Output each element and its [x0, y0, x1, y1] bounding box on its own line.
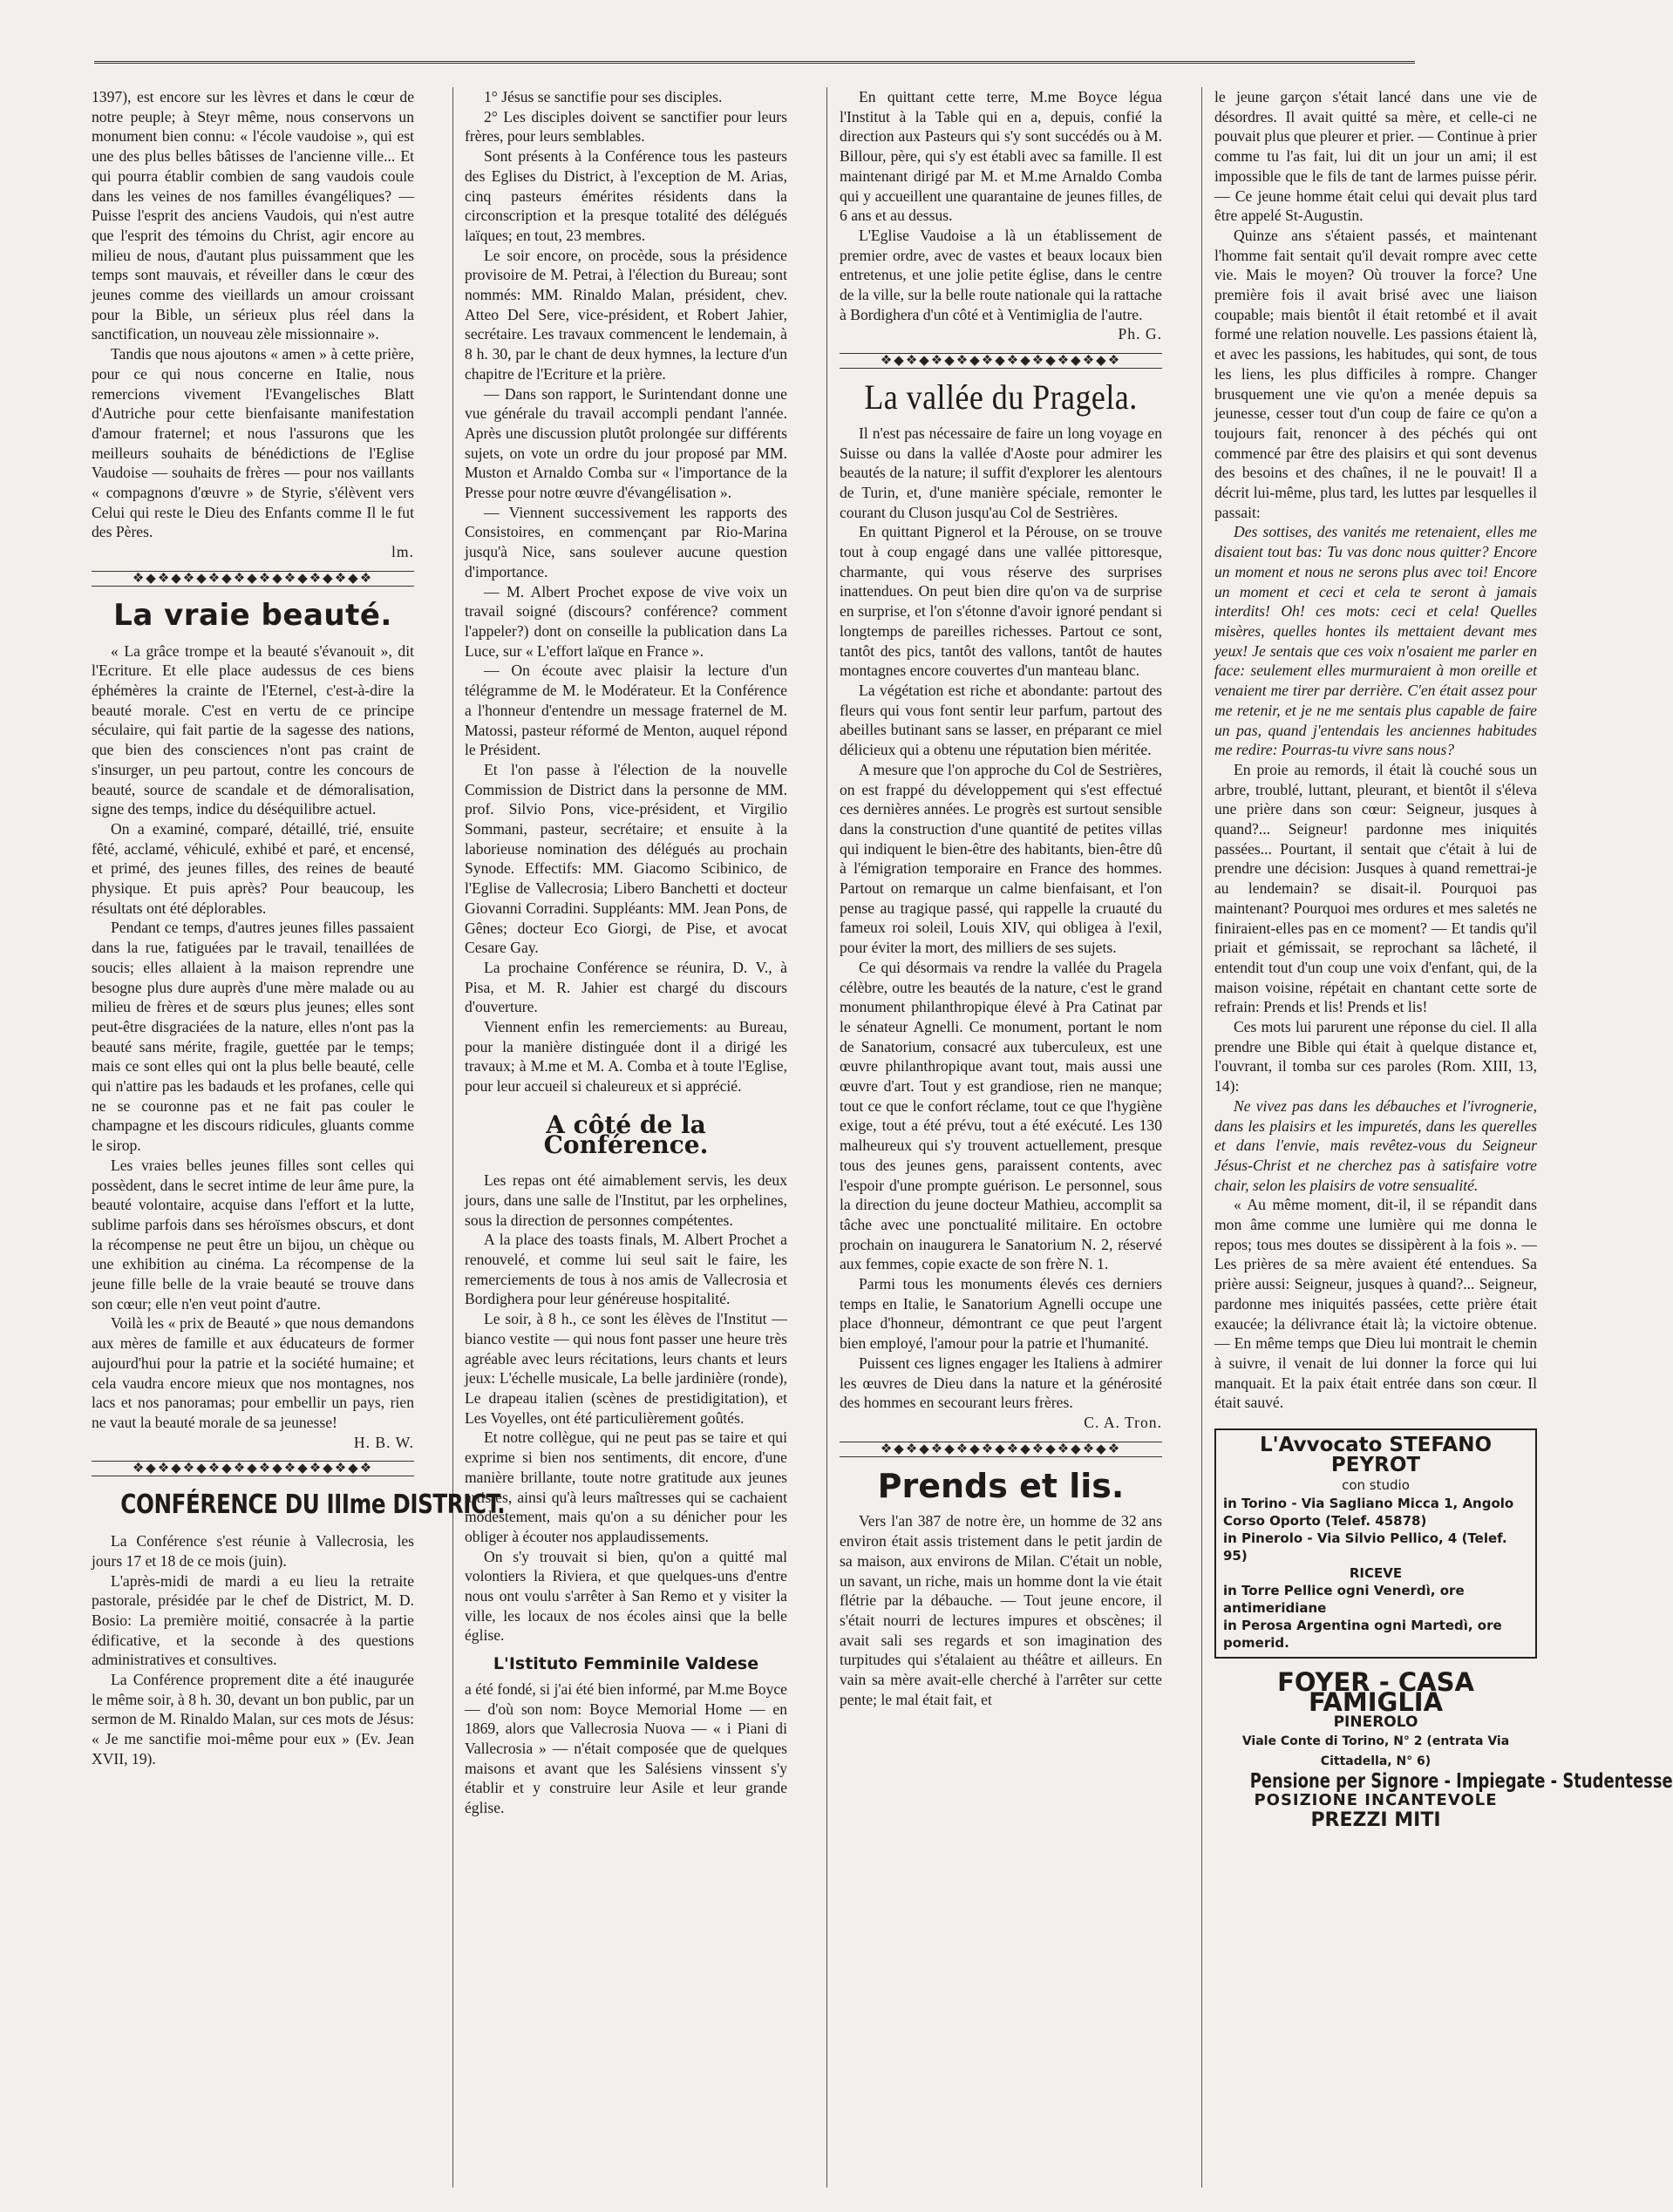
article-paragraph: Le soir, à 8 h., ce sont les élèves de l'Institut — bianco vestite — qui nous font passer une heure très agréable avec leurs récitations, leurs chants et leurs jeux: L'échelle musicale, La belle jardinière (ronde), Le drapeau italien (scènes de prestidigitation), et Les Voyelles, ont été particulièrement goûtés.: [465, 1310, 787, 1427]
article-paragraph: A mesure que l'on approche du Col de Sestrières, on est frappé du développement qui s'est effectué ces dernières années. Le progrès est surtout sensible dans la construction d'une quantité de petites villas qui indiquent le bien-être des habitants, bien-être dû à l'émigration temporaire en France des hommes. Partout on remarque un calme bienfaisant, et l'on pense au tragique passé, qui rappelle la cruauté du fameux roi soleil, Louis XIV, qui obligea à l'exil, pour éviter la mort, des milliers de ses sujets.: [840, 760, 1162, 957]
quotation-paragraph: Des sottises, des vanités me retenaient, elles me disaient tout bas: Tu vas donc nous quitter? Encore un moment et nous ne serons plus avec toi! Encore un moment et ceci et cela te seront à jamais interdits! Oh! ces mots: ceci et cela! Quelles misères, quelles hontes ils mettaient devant mes yeux! Je sentais que ces voix n'osaient me parler en face: seulement elles murmuraient à mon oreille et venaient me tirer par derrière. C'en était assez pour me retenir, et je ne me sentais plus capable de faire un pas, quand j'entendais les anciennes habitudes me redire: Pourras-tu vivre sans nous?: [1214, 523, 1537, 759]
article-paragraph: La Conférence proprement dite a été inaugurée le même soir, à 8 h. 30, devant un bon public, par un sermon de M. Rinaldo Malan, sur ces mots de Jésus: « Je me sanctifie moi-même pour eux » (Ev. Jean XVII, 19).: [92, 1671, 414, 1768]
article-title: CONFÉRENCE DU IIIme DISTRICT.: [120, 1489, 506, 1521]
advertisement-foyer: [1214, 1667, 1673, 1832]
article-title: Prends et lis.: [877, 1466, 1125, 1505]
ad-line: in Perosa Argentina ogni Martedì, ore pomerid.: [1223, 1618, 1502, 1652]
article-paragraph: « La grâce trompe et la beauté s'évanouit », dit l'Ecriture. Et elle place audessus de ces biens éphémères la crainte de l'Eternel, c'est-à-dire la beauté morale. C'est en vertu de ce principe séculaire, qui fait partie de la sagesse des nations, que bien des consciences n'ont pas craint de s'insurger, un peu partout, contre les concours de beauté, source de scandale et de démoralisation, signe des temps, indice du déséquilibre actuel.: [92, 641, 414, 818]
advertisement-peyrot: [1214, 1428, 1537, 1659]
article-paragraph: On s'y trouvait si bien, qu'on a quitté mal volontiers la Riviera, et que quelques-uns d'entre nous ont voulu s'arrêter à San Remo et y visiter la ville, les locaux de nos écoles ainsi que la belle église.: [465, 1547, 787, 1645]
article-paragraph: — Dans son rapport, le Surintendant donne une vue générale du travail accompli pendant l'année. Après une discussion plutôt prolongée sur différents sujets, on vote un ordre du jour proposé par MM. Muston et Arnaldo Comba sur « l'importance de la Presse pour notre œuvre d'évangélisation ».: [465, 384, 787, 502]
article-paragraph: La végétation est riche et abondante: partout des fleurs qui vous font sentir leur parfum, partout des abeilles butinant sans se lasser, en préparant ce miel délicieux qui a obtenu une réputation bien méritée.: [840, 681, 1162, 759]
article-paragraph: Ce qui désormais va rendre la vallée du Pragela célèbre, outre les beautés de la nature, c'est le grand monument philanthropique élevé à Pra Catinat par le sénateur Agnelli. Ce monument, portant le nom de Sanatorium, consacré aux tuberculeux, est une œuvre philanthropique avant tout, mais aussi une œuvre d'art. Tout y est grandiose, rien ne manque; tout ce que le confort réclame, tout ce que l'hygiène exige, tout a été prévu, tout a été exécuté. Les 130 malheureux qui s'y trouvent actuellement, presque tous des jeunes gens, paraissent contents, avec l'espoir d'une prompte guérison. Le personnel, sous la direction du jeune docteur Mathieu, accomplit sa tâche avec une ponctualité militaire. En octobre prochain on inaugurera le Sanatorium N. 2, réservé aux femmes, copie exacte de son frère N. 1.: [840, 958, 1162, 1273]
article-paragraph: 1° Jésus se sanctifie pour ses disciples.: [484, 88, 723, 105]
column-4: [1214, 87, 1673, 2188]
article-paragraph: — On écoute avec plaisir la lecture d'un télégramme de M. le Modérateur. Et la Conférence a l'honneur d'entendre un message fraternel de M. Matossi, pasteur réformé de Menton, auquel répond le Président.: [465, 662, 787, 759]
ad-address: Viale Conte di Torino, N° 2 (entrata Via Cittadella, N° 6): [1241, 1734, 1510, 1769]
ad-subtitle: con studio: [1342, 1476, 1410, 1493]
scripture-quote: Ne vivez pas dans les débauches et l'ivrognerie, dans les plaisirs et les impuretés, dans les querelles et dans l'envie, mais revêtez-vous du Seigneur Jésus-Christ et ne cherchez pas à satisfaire votre chair, selon les plaisirs de votre sensualité.: [1214, 1096, 1537, 1194]
ornamental-divider: ❖◆❖◆❖◆❖◆❖◆❖◆❖◆❖◆❖◆❖: [840, 1442, 1162, 1457]
column-3: [840, 87, 1162, 2188]
ad-line: in Pinerolo - Via Silvio Pellico, 4 (Telef. 95): [1223, 1530, 1507, 1564]
article-paragraph: Ces mots lui parurent une réponse du ciel. Il alla prendre une Bible qui était à quelque distance et, l'ouvrant, il tomba sur ces paroles (Rom. XIII, 13, 14):: [1214, 1018, 1537, 1096]
ad-line: RICEVE: [1349, 1565, 1403, 1582]
article-paragraph: a été fondé, si j'ai été bien informé, par M.me Boyce — d'où son nom: Boyce Memorial Home — en 1869, alors que Vallecrosia Nuova — « i Piani di Vallecrosia » — n'était composée que de quelques maisons et avant que les Salésiens vinssent s'y établir et y construire leur Asile et leur grande église.: [465, 1679, 787, 1817]
ornamental-divider: ❖◆❖◆❖◆❖◆❖◆❖◆❖◆❖◆❖◆❖: [92, 571, 414, 587]
article-paragraph: 1397), est encore sur les lèvres et dans le cœur de notre peuple; à Steyr même, nous conservons un monument bien connu: « l'école vaudoise », qui est une des plus belles bâtisses de l'ancienne ville... Et qui pourra établir combien de sang vaudois coule dans les veines de nos familles évangéliques? — Puisse l'esprit des anciens Vaudois, qui n'est autre que l'esprit des témoins du Christ, agir encore au milieu de nous, d'autant plus puissamment que les temps sont mauvais, et réveiller dans le cœur des jeunes comme des vieillards un amour croissant pour la Bible, un sérieux plus réel dans la sanctification, un nouveau zèle missionnaire ».: [92, 88, 414, 343]
article-paragraph: Pendant ce temps, d'autres jeunes filles passaient dans la rue, fatiguées par le travail, tenaillées de soucis; elles allaient à la maison reprendre une besogne plus dure auprès d'une mère malade ou au milieu de frères et de sœurs plus jeunes; elles sont peut-être disgraciées de la nature, elles n'ont pas la beauté sans mérite, fragile, guettée par le temps; mais ce sont elles qui ont la plus belle beauté, celle qui n'attire pas les badauds et les profanes, celle qui ne se couronne pas et ne fait pas couler le champagne et les discours ridicules, gluants comme le sirop.: [92, 919, 414, 1155]
newspaper-columns: [92, 87, 1673, 2196]
article-paragraph: Et l'on passe à l'élection de la nouvelle Commission de District dans la personne de MM. prof. Silvio Pons, vice-président, et Virgilio Sommani, pasteur, secrétaire; et ensuite à la laborieuse nomination des délégués au prochain Synode. Effectifs: MM. Giacomo Scibinico, de l'Eglise de Vallecrosia; Libero Banchetti et docteur Giovanni Corradini. Suppléants: MM. Jean Pons, de Gênes; docteur Eco Giorgi, de Pise, et avocat Cesare Gay.: [465, 760, 787, 957]
ad-city: PINEROLO: [1333, 1713, 1418, 1731]
ad-line: in Torre Pellice ogni Venerdì, ore antimeridiane: [1223, 1583, 1465, 1617]
article-paragraph: Sont présents à la Conférence tous les pasteurs des Eglises du District, à l'exception de M. Arias, cinq pasteurs émérites résidents dans la circonscription et la presque totalité des délégués laïques; en tout, 23 membres.: [465, 147, 787, 244]
article-signature: Ph. G.: [1118, 325, 1162, 343]
article-paragraph: La Conférence s'est réunie à Vallecrosia, les jours 17 et 18 de ce mois (juin).: [92, 1532, 414, 1570]
article-paragraph: — M. Albert Prochet expose de vive voix un travail soigné (discours? conférence? comment l'appeler?) dont on conseille la publication dans La Luce, sur « L'effort laïque en France ».: [465, 582, 787, 660]
article-paragraph: Vers l'an 387 de notre ère, un homme de 32 ans environ était assis tristement dans le petit jardin de sa maison, aux environs de Milan. C'était un noble, un savant, un riche, mais un homme dont la vie était flétrie par la débauche. — Tout jeune encore, il s'était nourri de lectures impures et obscènes; il avait sali ses regards et son imagination des turpitudes qui s'étalaient au théâtre et ailleurs. En vain sa mère avait-elle cherché à l'arrêter sur cette pente; le mal était fait, et: [840, 1512, 1162, 1708]
article-paragraph: Les repas ont été aimablement servis, les deux jours, dans une salle de l'Institut, par les orphelines, sous la direction de personnes compétentes.: [465, 1171, 787, 1229]
article-paragraph: En proie au remords, il était là couché sous un arbre, troublé, luttant, pleurant, et bientôt il s'éleva une prière dans son cœur: Seigneur, jusques à quand?... Seigneur! pardonne mes iniquités passées... Pourtant, il sentait que c'était à lui de prendre une décision: Jusques à quand remettrai-je au lendemain? se disait-il. Pourquoi pas maintenant? Pourquoi mes ordures et mes saletés ne finiraient-elles pas en ce moment? — Et tandis qu'il priait et gémissait, se reprochant sa lâcheté, il entendit tout d'un coup une voix d'enfant, qui, de la maison voisine, répétait en chantant cette sorte de refrain: Prends et lis! Prends et lis!: [1214, 760, 1537, 1016]
article-paragraph: Quinze ans s'étaient passés, et maintenant l'homme fait sentait qu'il devait rompre avec cette vie. Mais le moyen? Où trouver la force? Une première fois il avait brisé avec une liaison coupable; mais bientôt il était retombé et il avait formé une relation nouvelle. Les passions étaient là, et avec les passions, les habitudes, qui sont, de tous les liens, les plus difficiles à rompre. Changer brusquement une vie qu'on a menée depuis sa jeunesse, cesser tout d'un coup de faire ce qu'on a toujours fait, renoncer à des péchés qui ont commencé par être des plaisirs et qui sont devenus des besoins et des chaînes, il ne le pouvait! Il a décrit lui-même, plus tard, les luttes par lesquelles il passait:: [1214, 226, 1537, 521]
article-title: La vallée du Pragela.: [864, 377, 1138, 417]
top-rule: [94, 61, 1415, 64]
article-paragraph: Et notre collègue, qui ne peut pas se taire et qui exprime si bien nos sentiments, dit encore, d'une manière brillante, toute notre gratitude aux jeunes artistes, ainsi qu'à leurs maîtresses qui se cachaient modestement, mais qu'on a su dénicher pour les obliger à écouter nos applaudissements.: [465, 1428, 787, 1545]
article-paragraph: Il n'est pas nécessaire de faire un long voyage en Suisse ou dans la vallée d'Aoste pour admirer les beautés de la nature; il suffit d'explorer les alentours de Turin, et, d'une manière spéciale, remonter le courant du Cluson jusqu'au Col de Sestrières.: [840, 424, 1162, 521]
article-paragraph: Voilà les « prix de Beauté » que nous demandons aux mères de famille et aux éducateurs de former aujourd'hui pour la patrie et la société humaine; et cela vaudra encore mieux que nos montagnes, nos lacs et nos panoramas; pour embellir un pays, rien ne vaut la beauté morale de sa jeunesse!: [92, 1314, 414, 1431]
article-paragraph: — Viennent successivement les rapports des Consistoires, en commençant par Rio-Marina jusqu'à Nice, sans soulever aucune question d'importance.: [465, 503, 787, 580]
section-subtitle: L'Istituto Femminile Valdese: [493, 1654, 759, 1674]
article-paragraph: Tandis que nous ajoutons « amen » à cette prière, pour ce qui nous concerne en Italie, nous remercions vivement l'Evangelisches Blatt d'Autriche pour cette bienfaisante manifestation d'amour fraternel; et nous l'assurons que les meilleurs souhaits de bénédictions de l'Eglise Vaudoise — souhaits de frères — pour nos vaillants « compagnons d'œuvre » de Styrie, s'élèvent vers Celui qui reste le Dieu des Enfants comme Il le fut des Pères.: [92, 345, 414, 541]
article-paragraph: Les vraies belles jeunes filles sont celles qui possèdent, dans le secret intime de leur âme pure, la beauté volontaire, acquise dans l'effort et la lutte, sublime parfois dans ses héroïsmes obscurs, et dont la récompense ne peut être un bijou, un chèque ou une exhibition au cinéma. La récompense de la jeune fille belle de la vraie beauté se trouve dans son cœur; elle n'en veut point d'autre.: [92, 1156, 414, 1313]
article-paragraph: On a examiné, comparé, détaillé, trié, ensuite fêté, acclamé, véhiculé, exhibé et paré, et encensé, et primé, des jeunes filles, des reines de beauté physique. Et puis après? Pour beaucoup, les résultats ont été déplorables.: [92, 819, 414, 917]
ad-position: POSIZIONE INCANTEVOLE: [1254, 1791, 1498, 1810]
article-paragraph: L'Eglise Vaudoise a là un établissement de premier ordre, avec de vastes et beaux locaux bien entretenus, et une jolie petite église, dans le centre de la ville, sur la belle route nationale qui la rattache à Bordighera d'un côté et à Ventimiglia de l'autre.: [840, 226, 1162, 323]
ornamental-divider: ❖◆❖◆❖◆❖◆❖◆❖◆❖◆❖◆❖◆❖: [840, 353, 1162, 369]
article-paragraph: En quittant Pignerol et la Pérouse, on se trouve tout à coup engagé dans une vallée pittoresque, charmante, qui vous réserve des surprises inattendues. On peut bien dire qu'on va de surprise en surprise, et l'on s'étonne d'avoir ignoré pendant si longtemps de pareilles richesses. Partout ce sont, tantôt des pics, tantôt des vallons, tantôt de hautes montagnes encore couvertes d'un manteau blanc.: [840, 523, 1162, 680]
column-1: [92, 87, 506, 2188]
article-paragraph: Puissent ces lignes engager les Italiens à admirer les œuvres de Dieu dans la nature et la générosité des hommes en secourant leurs frères.: [840, 1354, 1162, 1412]
article-signature: H. B. W.: [353, 1433, 414, 1451]
article-paragraph: La prochaine Conférence se réunira, D. V., à Pisa, et M. R. Jahier est chargé du discours d'ouverture.: [465, 958, 787, 1016]
article-paragraph: Le soir encore, on procède, sous la présidence provisoire de M. Petrai, à l'élection du Bureau; sont nommés: MM. Rinaldo Malan, président, chev. Atteo Del Sere, vice-président, et Robert Jahier, secrétaire. Les travaux commencent le lendemain, à 8 h. 30, par le chant de deux hymnes, la lecture d'un chapitre de l'Ecriture et la prière.: [465, 246, 787, 383]
article-signature: C. A. Tron.: [1084, 1414, 1162, 1431]
article-title: A côté de la Conférence.: [543, 1109, 709, 1159]
ornamental-divider: ❖◆❖◆❖◆❖◆❖◆❖◆❖◆❖◆❖◆❖: [92, 1461, 414, 1476]
article-paragraph: Viennent enfin les remerciements: au Bureau, pour la manière distinguée dont il a dirigé les travaux; à M.me et M. A. Comba et à toute l'Eglise, pour leur accueil si chaleureux et si apprécié.: [465, 1018, 787, 1096]
article-paragraph: le jeune garçon s'était lancé dans une vie de désordres. Il avait quitté sa mère, et celle-ci ne pouvait plus que pleurer et prier. — Continue à prier comme tu l'as fait, lui dit un jour un ami; il est impossible que le fils de tant de larmes puisse périr. — Ce jeune homme était celui qui devait plus tard être appelé St-Augustin.: [1214, 88, 1537, 225]
ad-title: FOYER - CASA FAMIGLIA: [1277, 1667, 1474, 1717]
ad-pension: Pensione per Signore - Impiegate - Studentesse: [1249, 1769, 1673, 1793]
article-signature: lm.: [391, 543, 414, 561]
ad-line: in Torino - Via Sagliano Micca 1, Angolo Corso Oporto (Telef. 45878): [1223, 1496, 1514, 1530]
article-paragraph: A la place des toasts finals, M. Albert Prochet a renouvelé, et comme lui seul sait le faire, les remerciements de tous à nos amis de Vallecrosia et Bordighera pour leur généreuse hospitalité.: [465, 1231, 787, 1308]
ad-title: L'Avvocato STEFANO PEYROT: [1259, 1434, 1493, 1476]
ad-prices: PREZZI MITI: [1310, 1809, 1441, 1832]
article-paragraph: Parmi tous les monuments élevés ces derniers temps en Italie, le Sanatorium Agnelli occupe une place d'honneur, démontrant ce que peut l'argent bien employé, l'amour pour la patrie et l'humanité.: [840, 1275, 1162, 1353]
article-paragraph: L'après-midi de mardi a eu lieu la retraite pastorale, présidée par le chef de District, M. D. Bosio: La première moitié, consacrée à la partie édificative, et la seconde à des questions administratives et consultives.: [92, 1571, 414, 1669]
article-paragraph: « Au même moment, dit-il, il se répandit dans mon âme comme une lumière qui me donna le repos; tous mes doutes se dissipèrent à la fois ». — Les prières de sa mère avaient été entendues. Sa prière aussi: Seigneur, jusques à quand?... Seigneur, pardonne mes iniquités passées, cette prière était exaucée; la délivrance était là; la victoire obtenue. — En même temps que Dieu lui montrait le chemin à suivre, il venait de lui donner la force qui lui manquait. Et la paix était entrée dans son cœur. Il était sauvé.: [1214, 1196, 1537, 1412]
column-2: [465, 87, 787, 2188]
article-paragraph: 2° Les disciples doivent se sanctifier pour leurs frères, pour leurs semblables.: [465, 107, 787, 146]
article-paragraph: En quittant cette terre, M.me Boyce légua l'Institut à la Table qui en a, depuis, confié la direction aux Pasteurs qui s'y sont succédés ou à M. Billour, père, qui s'y est établi avec sa famille. Il est maintenant dirigé par M. et M.me Arnaldo Comba qui y accueillent une quarantaine de jeunes filles, de 6 ans et au dessus.: [840, 88, 1162, 225]
article-title: La vraie beauté.: [113, 597, 392, 633]
